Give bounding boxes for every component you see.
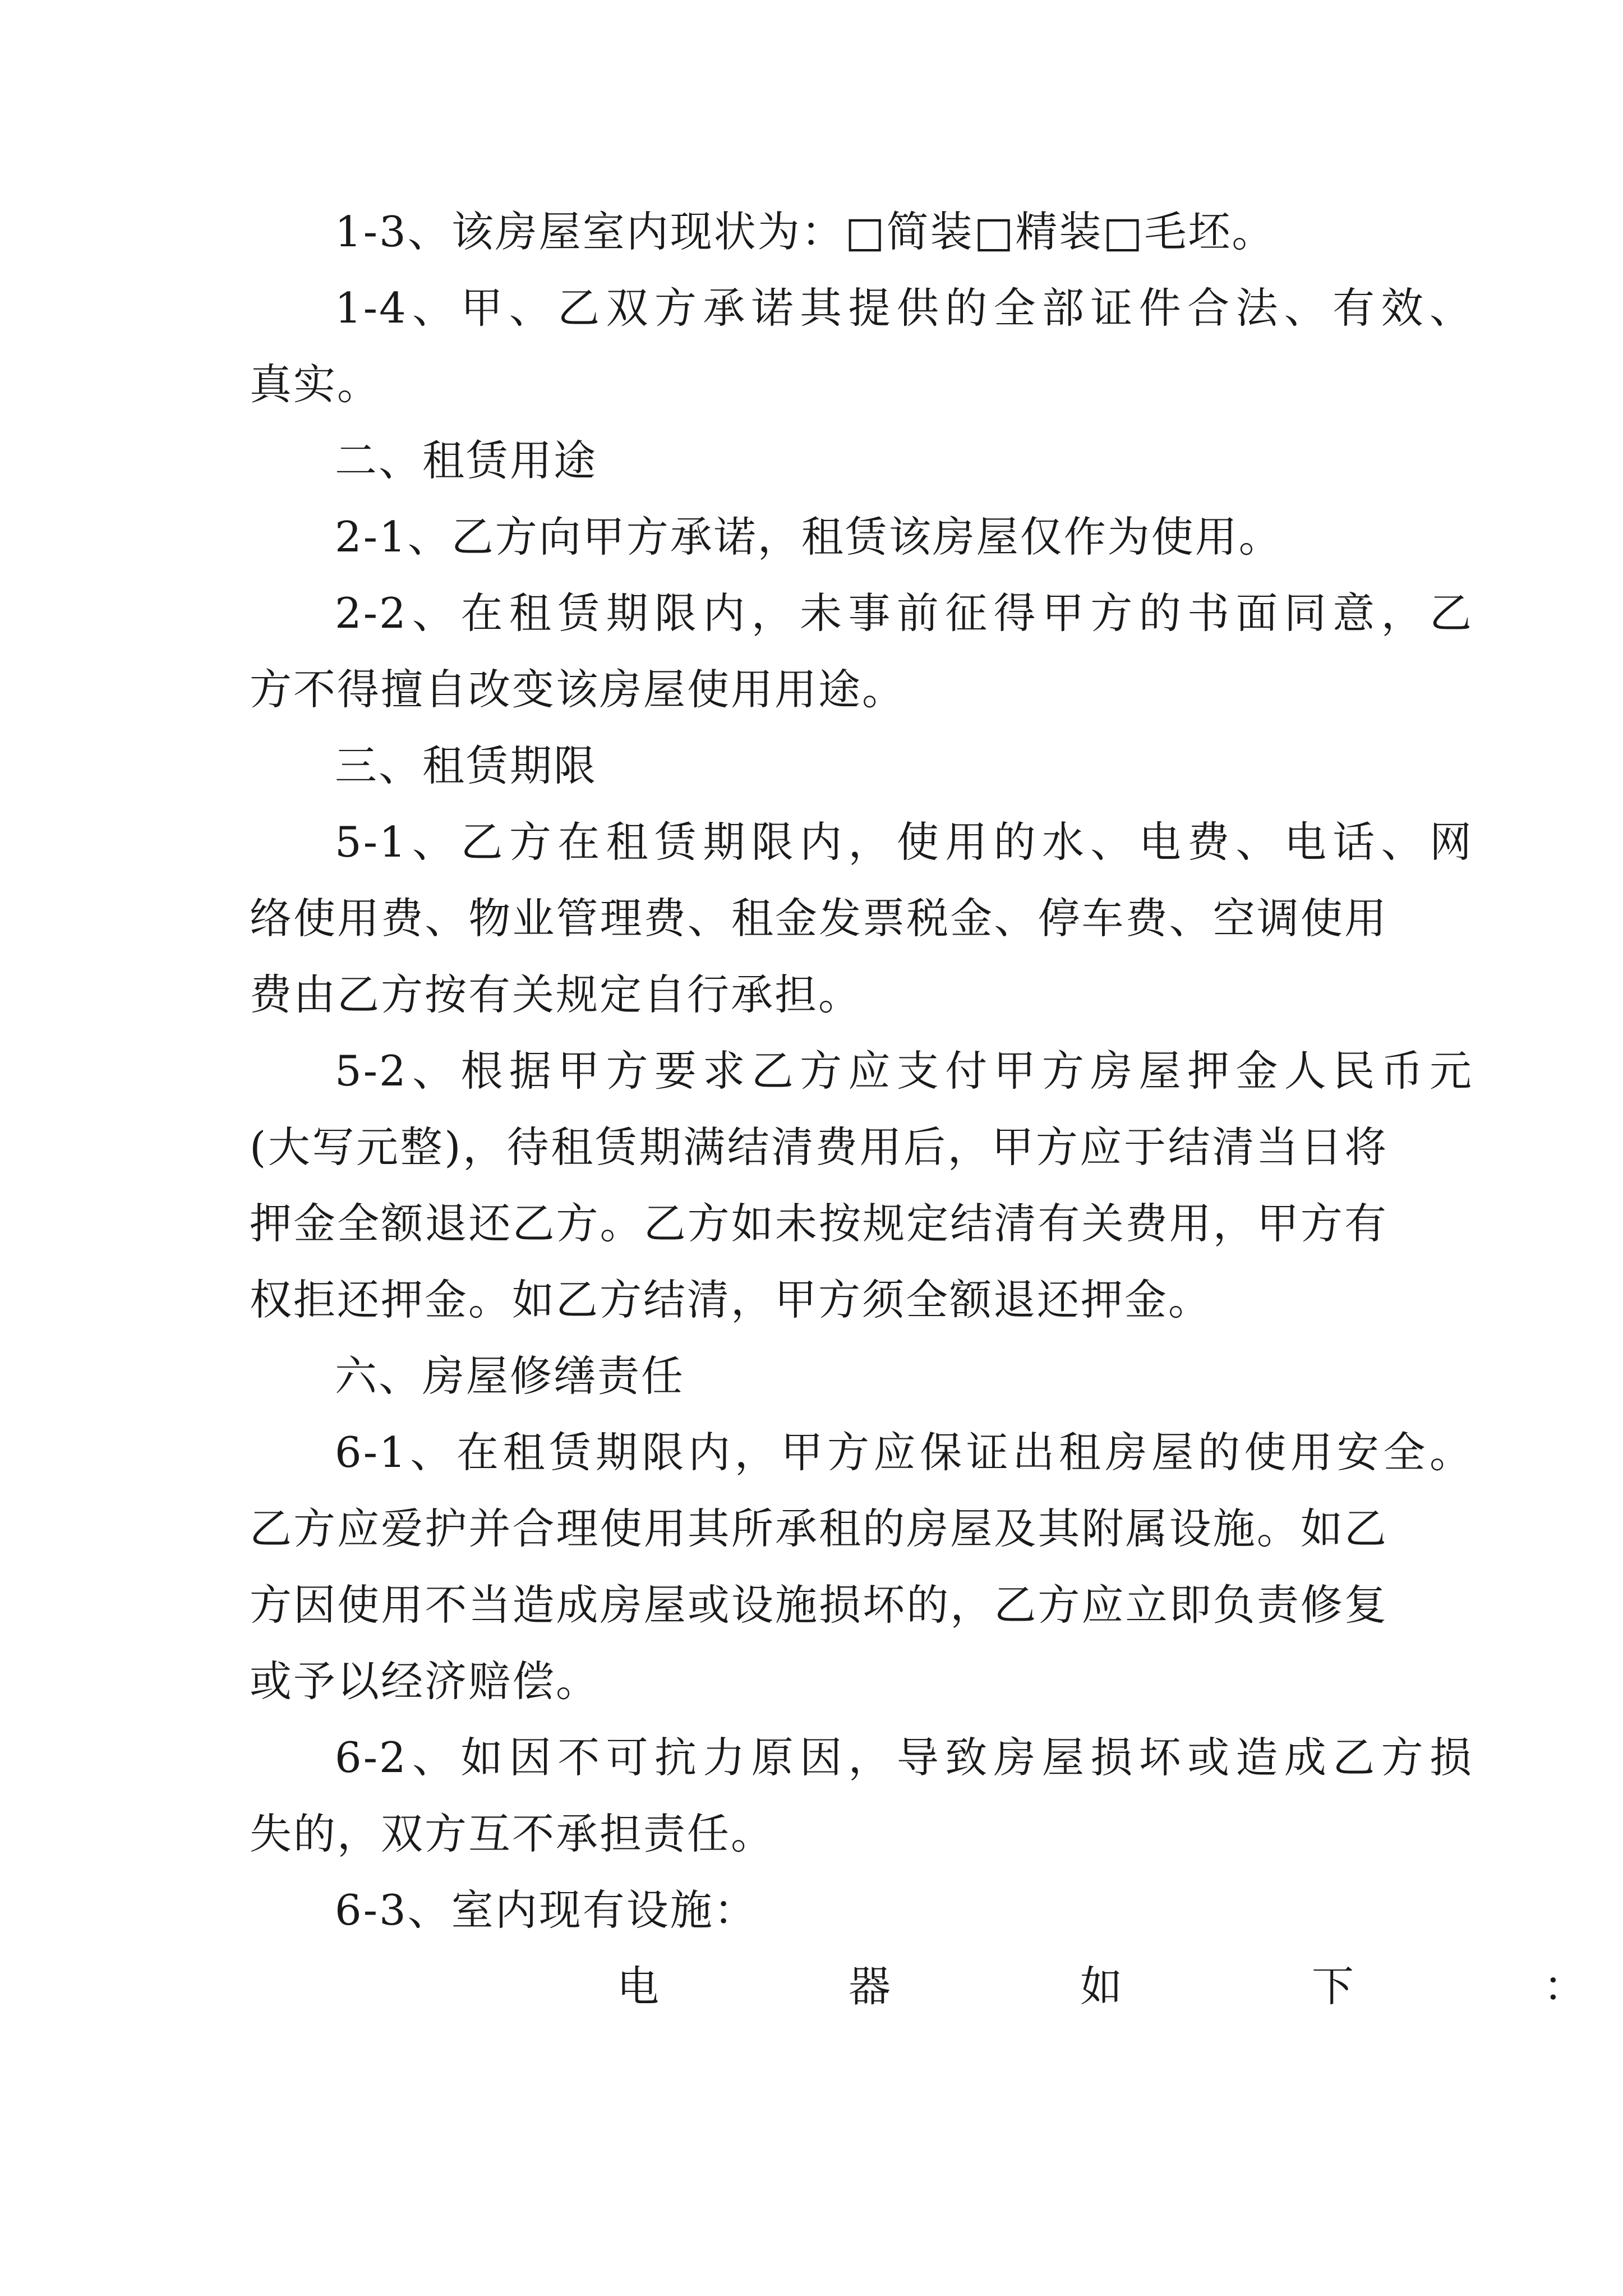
appliances-char: 下 (1311, 1962, 1355, 2011)
section-heading-2: 二、租赁用途 (335, 436, 598, 485)
clause-6-1: 6-1、在租赁期限内，甲方应保证出租房屋的使用安全。 (335, 1428, 1473, 1477)
clause-5-1: 5-1、乙方在租赁期限内，使用的水、电费、电话、网 (335, 817, 1473, 867)
clause-5-1-cont-1: 络使用费、物业管理费、租金发票税金、停车费、空调使用 (250, 894, 1388, 943)
appliances-char: 电 (617, 1962, 661, 2011)
appliances-char: 如 (1080, 1962, 1124, 2011)
clause-1-4: 1-4、甲、乙双方承诺其提供的全部证件合法、有效、 (335, 283, 1473, 333)
clause-2-1: 2-1、乙方向甲方承诺，租赁该房屋仅作为使用。 (335, 512, 1283, 562)
appliances-char: 器 (848, 1962, 892, 2011)
clause-2-2-cont: 方不得擅自改变该房屋使用用途。 (250, 665, 906, 714)
document-body (250, 194, 1587, 2024)
clause-5-2: 5-2、根据甲方要求乙方应支付甲方房屋押金人民币元 (335, 1046, 1473, 1096)
appliances-char: ： (1543, 1962, 1587, 2011)
clause-6-1-cont-1: 乙方应爱护并合理使用其所承租的房屋及其附属设施。如乙 (250, 1504, 1388, 1553)
clause-6-2: 6-2、如因不可抗力原因，导致房屋损坏或造成乙方损 (335, 1733, 1473, 1782)
clause-5-2-cont-3: 权拒还押金。如乙方结清，甲方须全额退还押金。 (250, 1275, 1212, 1324)
clause-1-4-cont: 真实。 (250, 360, 381, 409)
clause-2-2: 2-2、在租赁期限内，未事前征得甲方的书面同意，乙 (335, 588, 1473, 638)
section-heading-6: 六、房屋修缮责任 (335, 1351, 685, 1401)
appliances-line (250, 1948, 1587, 2024)
clause-5-2-cont-1: (大写元整)，待租赁期满结清费用后，甲方应于结清当日将 (250, 1122, 1388, 1172)
clause-1-3: 1-3、该房屋室内现状为：□简装□精装□毛坯。 (335, 207, 1276, 256)
clause-5-2-cont-2: 押金全额退还乙方。乙方如未按规定结清有关费用，甲方有 (250, 1199, 1388, 1248)
clause-5-1-cont-2: 费由乙方按有关规定自行承担。 (250, 970, 863, 1019)
section-heading-3: 三、租赁期限 (335, 741, 598, 790)
clause-6-1-cont-2: 方因使用不当造成房屋或设施损坏的，乙方应立即负责修复 (250, 1580, 1388, 1630)
clause-6-3: 6-3、室内现有设施： (335, 1885, 758, 1935)
clause-6-1-cont-3: 或予以经济赔偿。 (250, 1657, 600, 1706)
clause-6-2-cont: 失的，双方互不承担责任。 (250, 1809, 775, 1858)
